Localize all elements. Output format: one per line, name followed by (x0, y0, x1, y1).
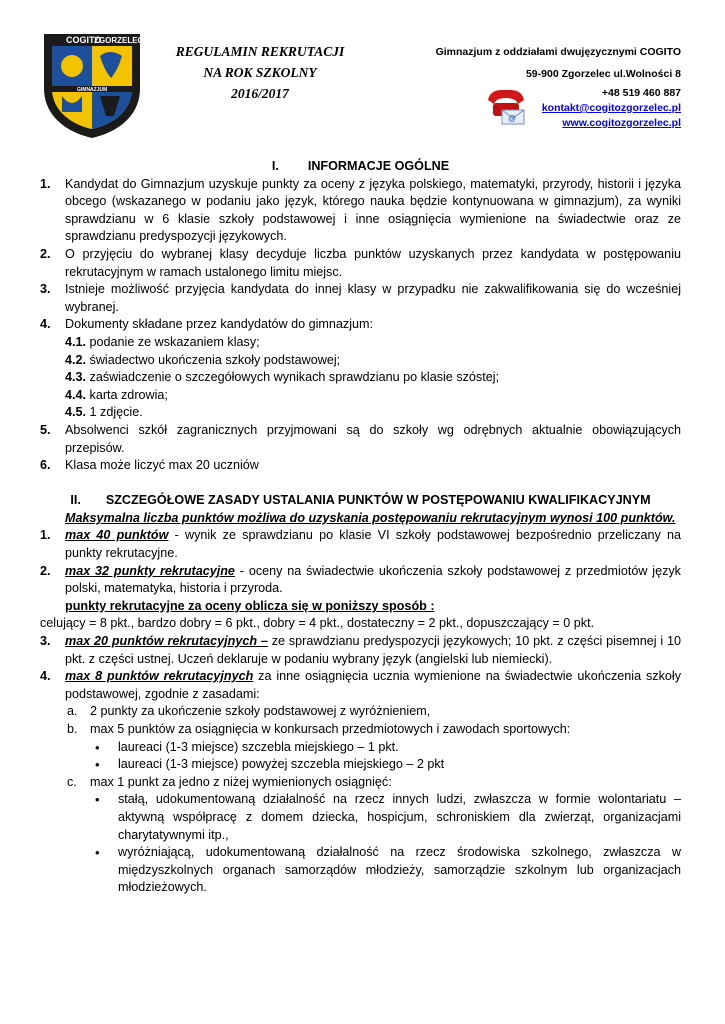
letter-item: c. max 1 punkt za jedno z niżej wymienionych osiągnięć: (67, 774, 392, 789)
bullet-item: • laureaci (1-3 miejsce) szczebla miejskiego – 1 pkt. (95, 739, 399, 755)
school-phone: +48 519 460 887 (601, 87, 681, 99)
letter-item: b. max 5 punktów za osiągnięcia w konkursach przedmiotowych i zawodach sportowych: (67, 722, 571, 736)
logo-text-left: COGITO (66, 35, 102, 45)
letter-item: a. 2 punkty za ukończenie szkoły podstawowej z wyróżnieniem, (67, 704, 431, 719)
email-link[interactable]: kontakt@cogitozgorzelec.pl (541, 102, 681, 114)
points-item: 2. max 32 punkty rekrutacyjne - oceny na świadectwie ukończenia szkoły podstawowej z przedmiotów język polski, matematyka, historia i przyroda. (40, 563, 681, 596)
section-1-heading (40, 158, 681, 176)
logo-text-bottom: GIMNAZJUM (77, 87, 108, 93)
svg-text:@: @ (508, 114, 517, 123)
max-points-note: Maksymalna liczba punktów możliwa do uzyskania postępowaniu rekrutacyjnym wynosi 100 punktów. (65, 510, 676, 525)
section-2-title: SZCZEGÓŁOWE ZASADY USTALANIA PUNKTÓW W POSTĘPOWANIU KWALIFIKACYJNYM (105, 493, 651, 508)
points-item: 1. max 40 punktów - wynik ze sprawdzianu po klasie VI szkoły podstawowej bezpośrednio przeliczany na punkty rekrutacyjne. (40, 528, 681, 561)
grades-heading: punkty rekrutacyjne za oceny oblicza się w poniższy sposób : (65, 598, 435, 613)
doc-title-line1: REGULAMIN REKRUTACJI (175, 44, 345, 59)
bullet-item: • laureaci (1-3 miejsce) powyżej szczebla miejskiego – 2 pkt (95, 757, 445, 773)
doc-subitem: 4.5. 1 zdjęcie. (65, 405, 143, 420)
list-item: 1. Kandydat do Gimnazjum uzyskuje punkty za oceny z języka polskiego, matematyki, przyrody, historii i języka obcego (wskazanego w podaniu jako język, którego nauka będzie kontynuowana w gimnazjum), za wyniki sprawdzianu w 6 klasie szkoły podstawowej i inne osiągnięcia wymienione na świadectwie oraz ze sprawdzianu predyspozycji językowych. (40, 176, 681, 244)
doc-subitem: 4.2. świadectwo ukończenia szkoły podstawowej; (65, 352, 341, 367)
doc-subitem: 4.4. karta zdrowia; (65, 387, 168, 402)
doc-title-line3: 2016/2017 (231, 86, 289, 101)
section-1-number: I. (271, 159, 279, 173)
section-2-heading (40, 492, 681, 510)
bullet-item: • stałą, udokumentowaną działalność na rzecz innych ludzi, zwłaszcza w formie wolontariatu – aktywną współpracę z domem dziecka, hospicjum, schroniskiem dla zwierząt, organizacjami charytatywnymi itp., (95, 792, 681, 842)
document-body (40, 158, 681, 897)
list-item: 3. Istnieje możliwość przyjęcia kandydata do innej klasy w przypadku nie zakwalifikowania się do wcześniej wybranej. (40, 282, 681, 314)
doc-subitem: 4.1. podanie ze wskazaniem klasy; (65, 334, 260, 349)
section-2-number: II. (70, 493, 81, 508)
phone-mail-icon (484, 86, 528, 126)
list-item: 2. O przyjęciu do wybranej klasy decyduje liczba punktów uzyskanych przez kandydata w postępowaniu rekrutacyjnym w ramach ustalonego limitu miejsc. (40, 246, 681, 279)
points-item: 4. max 8 punktów rekrutacyjnych za inne osiągnięcia ucznia wymienione na świadectwie ukończenia szkoły podstawowej, zgodnie z zasadami: (40, 669, 681, 701)
list-item: 4. Dokumenty składane przez kandydatów do gimnazjum: (40, 317, 374, 332)
bullet-item: • wyróżniającą, udokumentowaną działalność na rzecz środowiska szkolnego, zwłaszcza w międzyszkolnych organach samorządów młodzieży, samorządzie szkolnym lub organizacjach młodzieżowych. (95, 845, 681, 895)
grades-scale: celujący = 8 pkt., bardzo dobry = 6 pkt., dobry = 4 pkt., dostateczny = 2 pkt., dopuszczający = 0 pkt. (40, 616, 595, 631)
doc-title-line2: NA ROK SZKOLNY (203, 65, 317, 80)
logo-text-right: ZGORZELEC (94, 36, 144, 45)
points-item: 3. max 20 punktów rekrutacyjnych – ze sprawdzianu predyspozycji językowych; 10 pkt. z części pisemnej i 10 pkt. z części ustnej. Uczeń deklaruje w podaniu wybrany język (angielski lub niemiecki). (40, 634, 681, 666)
school-address: 59-900 Zgorzelec ul.Wolności 8 (525, 68, 681, 80)
school-name: Gimnazjum z oddziałami dwujęzycznymi COGITO (435, 46, 681, 58)
website-link[interactable]: www.cogitozgorzelec.pl (562, 117, 681, 129)
school-logo (40, 30, 144, 140)
list-item: 6. Klasa może liczyć max 20 uczniów (40, 458, 259, 473)
section-1-title: INFORMACJE OGÓLNE (307, 159, 450, 173)
list-item: 5. Absolwenci szkół zagranicznych przyjmowani są do szkoły wg odrębnych aktualnie obowiązujących przepisów. (40, 422, 681, 455)
doc-subitem: 4.3. zaświadczenie o szczegółowych wynikach sprawdzianu po klasie szóstej; (65, 370, 500, 385)
